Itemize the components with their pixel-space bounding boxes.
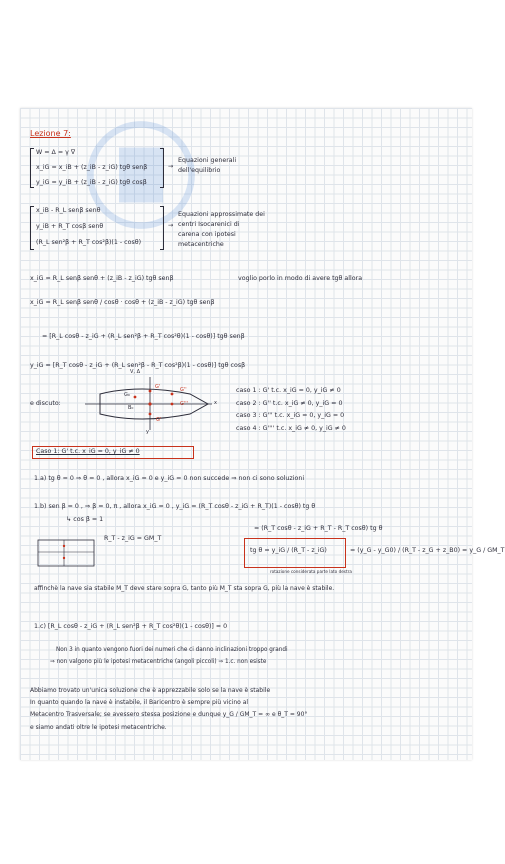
hull-figure bbox=[80, 369, 218, 432]
system2-note-2: centri Isocarenici di bbox=[178, 221, 240, 228]
fig-b-label: B₀ bbox=[128, 405, 134, 411]
fig-g1-label: G' bbox=[155, 384, 161, 390]
fig-g2-label: G'' bbox=[180, 387, 187, 393]
item-1b: 1.b) sen β = 0 , ⇒ β = 0, π , allora x_iG = 0 , y_iG = (R_T cosθ - z_iG + R_T)(1 - cosθ) tg θ bbox=[34, 503, 316, 510]
item-1b-sub: ↳ cos β = 1 bbox=[66, 516, 104, 523]
system2-eq-1: x_iB - R_L senβ senθ bbox=[36, 207, 101, 214]
discuss-label: e discuto: bbox=[30, 400, 61, 407]
notebook-page bbox=[20, 108, 505, 760]
fig-top-label: V, Δ bbox=[130, 369, 141, 375]
item-1c-note-2: ⇒ non valgono più le ipotesi metacentriche (angoli piccoli) ⇒ 1.c. non esiste bbox=[50, 659, 267, 665]
system1-eq-3: y_iG = y_iB + (z_iB - z_iG) tgθ cosβ bbox=[36, 179, 147, 186]
item-1c: 1.c) [R_L cosθ - z_iG + (R_L sen²β + R_T cos²θ)(1 - cosθ)] = 0 bbox=[34, 623, 228, 630]
fig-g0-label: G₀ bbox=[124, 392, 130, 398]
system2-note-1: Equazioni approssimate dei bbox=[178, 211, 265, 218]
stability-note: affinchè la nave sia stabile M_T deve stare sopra G, tanto più M_T sta sopra G, più la nave è stabile. bbox=[34, 585, 335, 592]
arrow-icon: → bbox=[168, 222, 174, 229]
case-1: caso 1 : G' t.c. x_iG = 0, y_iG ≠ 0 bbox=[236, 387, 341, 394]
case-3: caso 3 : G''' t.c. x_iG = 0, y_iG = 0 bbox=[236, 412, 345, 419]
item-1b-eq2: = (R_T cosθ - z_iG + R_T - R_T cosθ) tg θ bbox=[254, 525, 383, 532]
final-line-1: Abbiamo trovato un'unica soluzione che è apprezzabile solo se la nave è stabile bbox=[30, 687, 271, 694]
case-4: caso 4 : G'''' t.c. x_iG ≠ 0, y_iG ≠ 0 bbox=[236, 425, 346, 432]
arrow-icon: → bbox=[168, 163, 174, 170]
system2-note-4: metacentriche bbox=[178, 241, 224, 248]
rotation-note: rotazione considerata parte lato destra bbox=[270, 569, 352, 574]
system1-eq-1: W = Δ = γ ∇ bbox=[36, 149, 76, 156]
system1-note-2: dell'equilibrio bbox=[178, 167, 221, 174]
system1-note-1: Equazioni generali bbox=[178, 157, 237, 164]
fig-g3-label: G''' bbox=[180, 401, 188, 407]
yg-equation: y_iG = [R_T cosθ - z_iG + (R_L sen²β - R_T cos²β)(1 - cosθ)] tgθ cosβ bbox=[30, 362, 246, 369]
xg-equation: x_iG = R_L senβ senθ + (z_iB - z_iG) tgθ senβ bbox=[30, 275, 174, 282]
system2-eq-3: (R_L sen²β + R_T cos²β)(1 - cosθ) bbox=[36, 239, 142, 246]
fig-x-label: x bbox=[214, 400, 217, 406]
item-1b-eq4: = (y_G - y_G0) / (R_T - z_G + z_B0) = y_G / GM_T bbox=[350, 547, 505, 554]
item-1a: 1.a) tg θ = 0 ⇒ θ = 0 , allora x_iG = 0 e y_iG = 0 non succede ⇒ non ci sono soluzioni bbox=[34, 475, 305, 482]
system2-brace-left bbox=[30, 206, 34, 250]
final-line-3: Metacentro Trasversale; se avessero stessa posizione e dunque y_G / GM_T = ∞ e θ_T = 90° bbox=[30, 711, 308, 718]
xg-equation-2: x_iG = R_L senβ senθ / cosθ · cosθ + (z_iB - z_iG) tgθ senβ bbox=[30, 299, 215, 306]
system1-brace-right bbox=[160, 148, 164, 188]
item-1c-note-1: Non 3 in quanto vengono fuori dei numeri che ci danno inclinazioni troppo grandi bbox=[56, 647, 288, 653]
xg-note: voglio porlo in modo di avere tgθ allora bbox=[238, 275, 363, 282]
fig-y-label: y bbox=[146, 429, 149, 435]
system1-brace-left bbox=[30, 148, 34, 188]
rt-gmt-note: R_T - z_iG = GM_T bbox=[104, 535, 162, 542]
case-2: caso 2 : G'' t.c. x_iG ≠ 0, y_iG = 0 bbox=[236, 400, 343, 407]
lecture-title: Lezione 7: bbox=[30, 129, 71, 138]
fig-g4-label: G' bbox=[156, 417, 162, 423]
system2-brace-right bbox=[160, 206, 164, 250]
system2-note-3: carena con ipotesi bbox=[178, 231, 236, 238]
item-1b-eq3: tg θ = y_iG / (R_T - z_iG) bbox=[250, 547, 327, 554]
system2-eq-2: y_iB + R_T cosβ senθ bbox=[36, 223, 104, 230]
xg-equation-3: = [R_L cosθ - z_iG + (R_L sen²β + R_T cos²θ)(1 - cosθ)] tgθ senβ bbox=[42, 333, 245, 340]
final-line-2: In quanto quando la nave è instabile, il Baricentro è sempre più vicino al bbox=[30, 699, 249, 706]
final-line-4: e siamo andati oltre le ipotesi metacentriche. bbox=[30, 724, 167, 731]
system1-eq-2: x_iG = x_iB + (z_iB - z_iG) tgθ senβ bbox=[36, 164, 148, 171]
waterline-sketch bbox=[34, 536, 98, 570]
case1-title: Caso 1: G' t.c. x_iG = 0, y_iG ≠ 0 bbox=[36, 448, 140, 455]
